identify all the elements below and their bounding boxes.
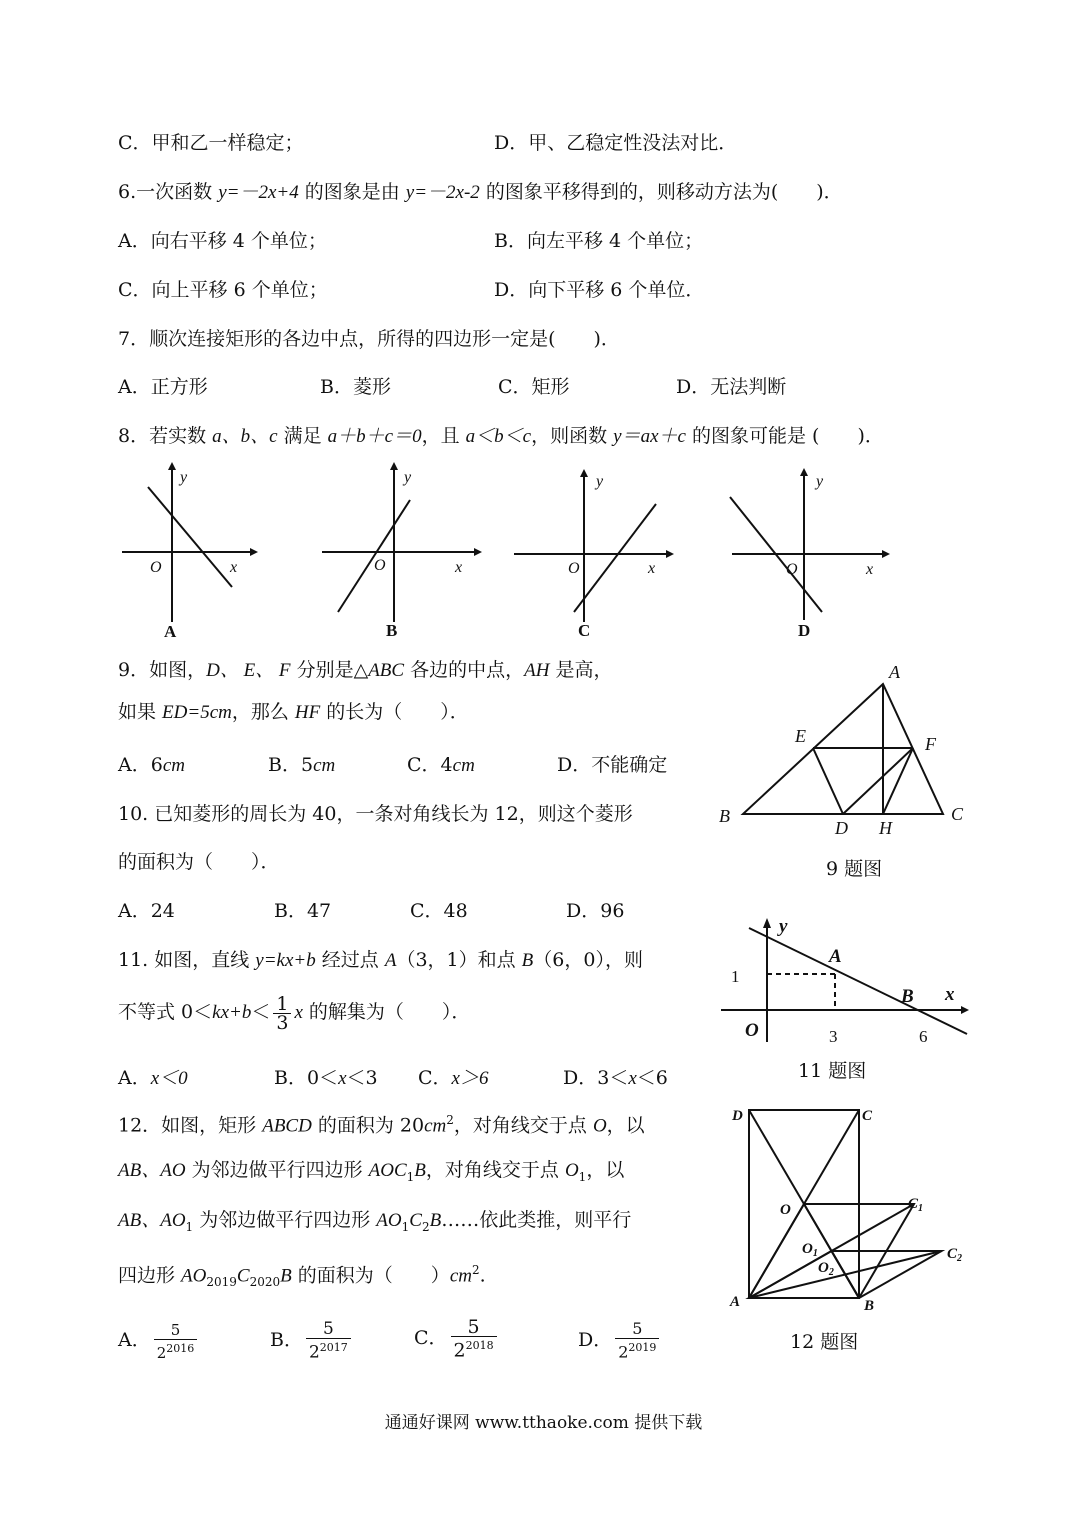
q10-option-c: C．48 [410, 900, 468, 922]
label-c1: $C_1$ [908, 1196, 924, 1214]
q12-option-a: A． $\frac{5}{2^{2016}}$ [118, 1316, 200, 1364]
graph-b-line [338, 500, 410, 612]
q7-option-a: A．正方形 [118, 376, 208, 398]
label-e: E [795, 726, 806, 746]
graph-c-y-label: y [596, 473, 604, 490]
graph-c-x-label: x [648, 560, 656, 577]
label-d: D [732, 1108, 743, 1124]
q10-line2: 的面积为（ ）． [118, 851, 280, 873]
q7-option-c: C．矩形 [498, 376, 570, 398]
q11-figure [715, 912, 975, 1052]
q12-figure [722, 1100, 982, 1318]
q9-caption: 9 题图 [826, 858, 883, 880]
segment-ed [813, 748, 843, 814]
q12-option-d: D． $\frac{5}{2^{2019}}$ [578, 1316, 662, 1364]
q7-stem: 7．顺次连接矩形的各边中点，所得的四边形一定是( )． [118, 328, 620, 350]
q12-line1: 12．如图，矩形 ABCD 的面积为 $20cm^2$，对角线交于点 O，以 [118, 1113, 645, 1137]
q11-option-c: C．x＞6 [418, 1067, 489, 1089]
graph-a-origin: O [150, 559, 162, 576]
label-a: A [730, 1294, 741, 1310]
q11-caption: 11 题图 [798, 1060, 867, 1082]
label-b: B [864, 1298, 875, 1314]
segment-hf [883, 748, 913, 814]
q6-option-c: C．向上平移 6 个单位； [118, 279, 328, 301]
q9-option-c: C．4cm [407, 754, 475, 776]
q12-line4: 四边形 $AO_{2019}C_{2020}B$ 的面积为（ ）$cm^2$. [118, 1263, 486, 1290]
label-d: D [835, 818, 848, 838]
q10-line1: 10. 已知菱形的周长为 40，一条对角线长为 12，则这个菱形 [118, 803, 633, 825]
graph-b-origin: O [374, 557, 386, 574]
label-h: H [879, 818, 892, 838]
q10-option-b: B．47 [274, 900, 332, 922]
tick-3: 3 [829, 1027, 838, 1046]
q10-option-a: A．24 [118, 900, 175, 922]
graph-d-y-label: y [816, 473, 824, 490]
q7-option-b: B．菱形 [320, 376, 391, 398]
graph-c-line [574, 504, 656, 612]
graph-b-y-label: y [404, 469, 412, 486]
graph-c-caption: C [578, 621, 591, 640]
q5-option-d: D．甲、乙稳定性没法对比． [494, 132, 738, 154]
y-label: y [779, 916, 788, 937]
q6-stem: 6.一次函数 y=－2x+4 的图象是由 y=－2x-2 的图象平移得到的，则移动方法为( )． [118, 181, 843, 203]
q7-option-d: D．无法判断 [676, 376, 787, 398]
label-c: C [862, 1108, 873, 1124]
label-f: F [925, 734, 936, 754]
q9-option-b: B．5cm [268, 754, 336, 776]
q10-option-d: D．96 [566, 900, 625, 922]
graph-d-x-label: x [866, 561, 874, 578]
tick-6: 6 [919, 1027, 928, 1046]
q12-line3: AB、$AO_1$ 为邻边做平行四边形 $AO_1C_2B\dots\dots$依此类推，则平行 [118, 1209, 632, 1234]
q11-option-a: A．x＜0 [118, 1067, 188, 1089]
one-third-fraction: $\frac{1}{3}$ [273, 995, 291, 1032]
graph-d-caption: D [798, 621, 811, 640]
label-a: A [829, 946, 842, 967]
graph-a-y-label: y [180, 469, 188, 486]
q9-figure [715, 660, 975, 840]
label-a: A [889, 662, 900, 682]
q12-option-c: C． $\frac{5}{2^{2018}}$ [414, 1314, 500, 1362]
q5-option-c: C．甲和乙一样稳定； [118, 132, 304, 154]
graph-a-x-label: x [230, 559, 238, 576]
segment-df [843, 748, 913, 814]
q8-graphs [110, 462, 910, 642]
q9-line1: 9．如图，D、 E、 F 分别是△ABC 各边的中点，AH 是高， [118, 659, 613, 681]
q12-line2: AB、AO 为邻边做平行四边形 $AOC_1B$，对角线交于点 $O_1$，以 [118, 1159, 625, 1184]
label-b: B [901, 986, 914, 1007]
page-footer: 通通好课网 www.tthaoke.com 提供下载 [384, 1413, 703, 1433]
q11-line2: 不等式 0＜kx+b＜ $\frac{1}{3}$ x 的解集为（ ）． [118, 992, 471, 1034]
graph-b-x-label: x [455, 559, 463, 576]
q9-option-d: D．不能确定 [557, 754, 668, 776]
q6-option-b: B．向左平移 4 个单位； [494, 230, 704, 252]
label-o1: $O_1$ [802, 1241, 818, 1259]
label-o: O [780, 1202, 791, 1218]
q11-option-b: B．0＜x＜3 [274, 1067, 378, 1089]
graph-b-caption: B [386, 621, 398, 640]
label-c2: $C_2$ [947, 1246, 963, 1264]
q9-option-a: A．6cm [118, 754, 185, 776]
q6-option-a: A．向右平移 4 个单位； [118, 230, 327, 252]
q12-option-b: B． $\frac{5}{2^{2017}}$ [270, 1316, 354, 1364]
graph-c-origin: O [568, 560, 580, 577]
graph-a-caption: A [164, 622, 177, 641]
tick-1: 1 [731, 967, 740, 986]
q11-line1: 11. 如图，直线 y=kx+b 经过点 A（3，1）和点 B（6，0），则 [118, 949, 643, 971]
q11-option-d: D．3＜x＜6 [563, 1067, 668, 1089]
label-b: B [719, 806, 730, 826]
graph-d-origin: O [786, 561, 798, 578]
x-label: x [945, 984, 955, 1005]
label-o2: $O_2$ [818, 1260, 834, 1278]
q6-option-d: D．向下平移 6 个单位． [494, 279, 705, 301]
q8-stem: 8．若实数 a、b、c 满足 a＋b＋c＝0，且 a＜b＜c，则函数 y＝ax＋c 的图象可能是 ( )． [118, 425, 884, 447]
label-c: C [951, 804, 964, 824]
line-kxb [749, 928, 967, 1034]
q12-caption: 12 题图 [790, 1331, 859, 1353]
label-o: O [745, 1020, 759, 1041]
q9-line2: 如果 ED=5cm，那么 HF 的长为（ ）． [118, 701, 469, 723]
